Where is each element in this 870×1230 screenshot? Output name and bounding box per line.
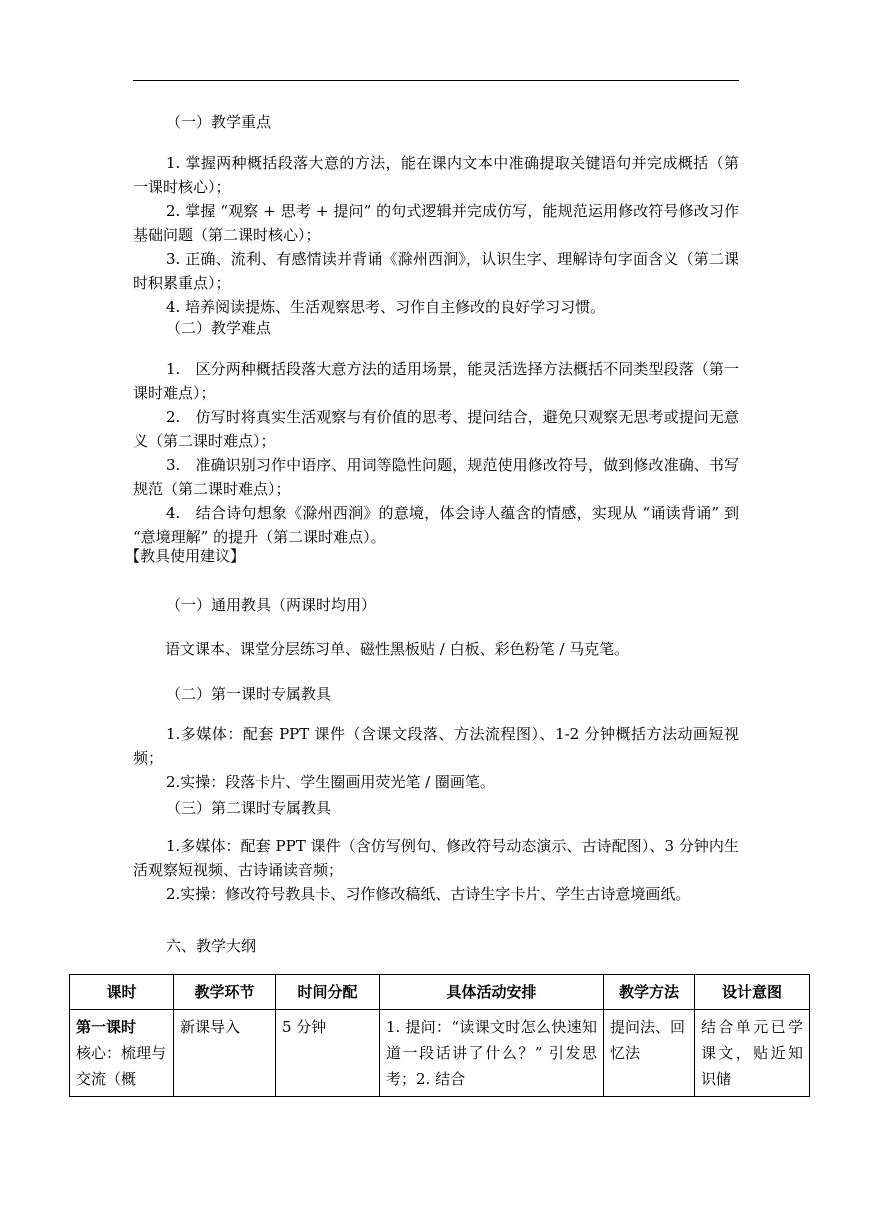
- difficulties-list: [133, 357, 739, 549]
- tools-lesson1-heading: （二）第一课时专属教具: [166, 685, 332, 703]
- cell-lesson-title: 第一课时: [76, 1018, 137, 1036]
- header-activity: 具体活动安排: [380, 975, 604, 1010]
- header-time: 时间分配: [276, 975, 380, 1010]
- header-phase: 教学环节: [174, 975, 276, 1010]
- tools-lesson1-item-1: 1.多媒体：配套 PPT 课件（含课文段落、方法流程图）、1-2 分钟概括方法动画短视频；: [133, 725, 739, 767]
- key-point-4: 4. 培养阅读提炼、生活观察思考、习作自主修改的良好学习习惯。: [166, 298, 606, 316]
- table-row: [70, 1010, 810, 1097]
- cell-intent: 结合单元已学课文，贴近知识储: [695, 1010, 810, 1097]
- cell-activity: 1. 提问：“读课文时怎么快速知道一段话讲了什么？” 引发思考；2. 结合: [380, 1010, 604, 1097]
- difficulty-1: 1. 区分两种概括段落大意方法的适用场景，能灵活选择方法概括不同类型段落（第一课时难点）；: [133, 360, 739, 402]
- key-points-section: [133, 110, 739, 134]
- tools-lesson1-list: [133, 722, 739, 794]
- tools-general-text: 语文课本、课堂分层练习单、磁性黑板贴 / 白板、彩色粉笔 / 马克笔。: [165, 640, 630, 658]
- difficulties-section: [133, 316, 739, 340]
- tools-general-text-wrap: [165, 637, 771, 661]
- key-points-list: [133, 151, 739, 319]
- header-lesson: 课时: [70, 975, 174, 1010]
- tools-title: 【教具使用建议】: [125, 547, 246, 565]
- header-intent: 设计意图: [695, 975, 810, 1010]
- tools-lesson2-item-2: 2.实操：修改符号教具卡、习作修改稿纸、古诗生字卡片、学生古诗意境画纸。: [166, 885, 691, 903]
- key-points-heading: （一）教学重点: [166, 113, 272, 131]
- tools-lesson2-list: [133, 834, 739, 906]
- key-point-3: 3. 正确、流利、有感情读并背诵《滁州西涧》，认识生字、理解诗句字面含义（第二课时积累重点）；: [133, 250, 739, 292]
- tools-general-heading: （一）通用教具（两课时均用）: [166, 596, 377, 614]
- difficulties-heading: （二）教学难点: [166, 319, 272, 337]
- cell-lesson: [70, 1010, 174, 1097]
- key-point-2: 2. 掌握 “观察 + 思考 + 提问” 的句式逻辑并完成仿写，能规范运用修改符号修改习作基础问题（第二课时核心）；: [133, 202, 739, 244]
- tools-lesson2: [133, 796, 739, 820]
- difficulty-3: 3. 准确识别习作中语序、用词等隐性问题，规范使用修改符号，做到修改准确、书写规范（第二课时难点）；: [133, 456, 739, 498]
- tools-lesson1: [133, 682, 739, 706]
- header-method: 教学方法: [604, 975, 695, 1010]
- tools-title-wrap: [125, 544, 739, 568]
- difficulty-2: 2. 仿写时将真实生活观察与有价值的思考、提问结合，避免只观察无思考或提问无意义（第二课时难点）；: [133, 408, 739, 450]
- key-point-1: 1. 掌握两种概括段落大意的方法，能在课内文本中准确提取关键语句并完成概括（第一课时核心）；: [133, 154, 739, 196]
- header-rule: [133, 80, 739, 81]
- tools-general: [133, 593, 739, 617]
- outline-header-row: [70, 975, 810, 1010]
- difficulty-4: 4. 结合诗句想象《滁州西涧》的意境，体会诗人蕴含的情感，实现从 “诵读背诵” 到 “意境理解” 的提升（第二课时难点）。: [133, 504, 739, 546]
- cell-phase: 新课导入: [174, 1010, 276, 1097]
- tools-lesson1-item-2: 2.实操：段落卡片、学生圈画用荧光笔 / 圈画笔。: [166, 773, 495, 791]
- tools-lesson2-item-1: 1.多媒体：配套 PPT 课件（含仿写例句、修改符号动态演示、古诗配图）、3 分钟内生活观察短视频、古诗诵读音频；: [133, 837, 739, 879]
- outline-title-wrap: [133, 934, 739, 958]
- cell-method: 提问法、回忆法: [604, 1010, 695, 1097]
- outline-table: [69, 974, 810, 1097]
- outline-title: 六、教学大纲: [166, 937, 257, 955]
- tools-lesson2-heading: （三）第二课时专属教具: [166, 799, 332, 817]
- cell-lesson-desc: 核心：梳理与交流（概: [76, 1044, 167, 1088]
- cell-time: 5 分钟: [276, 1010, 380, 1097]
